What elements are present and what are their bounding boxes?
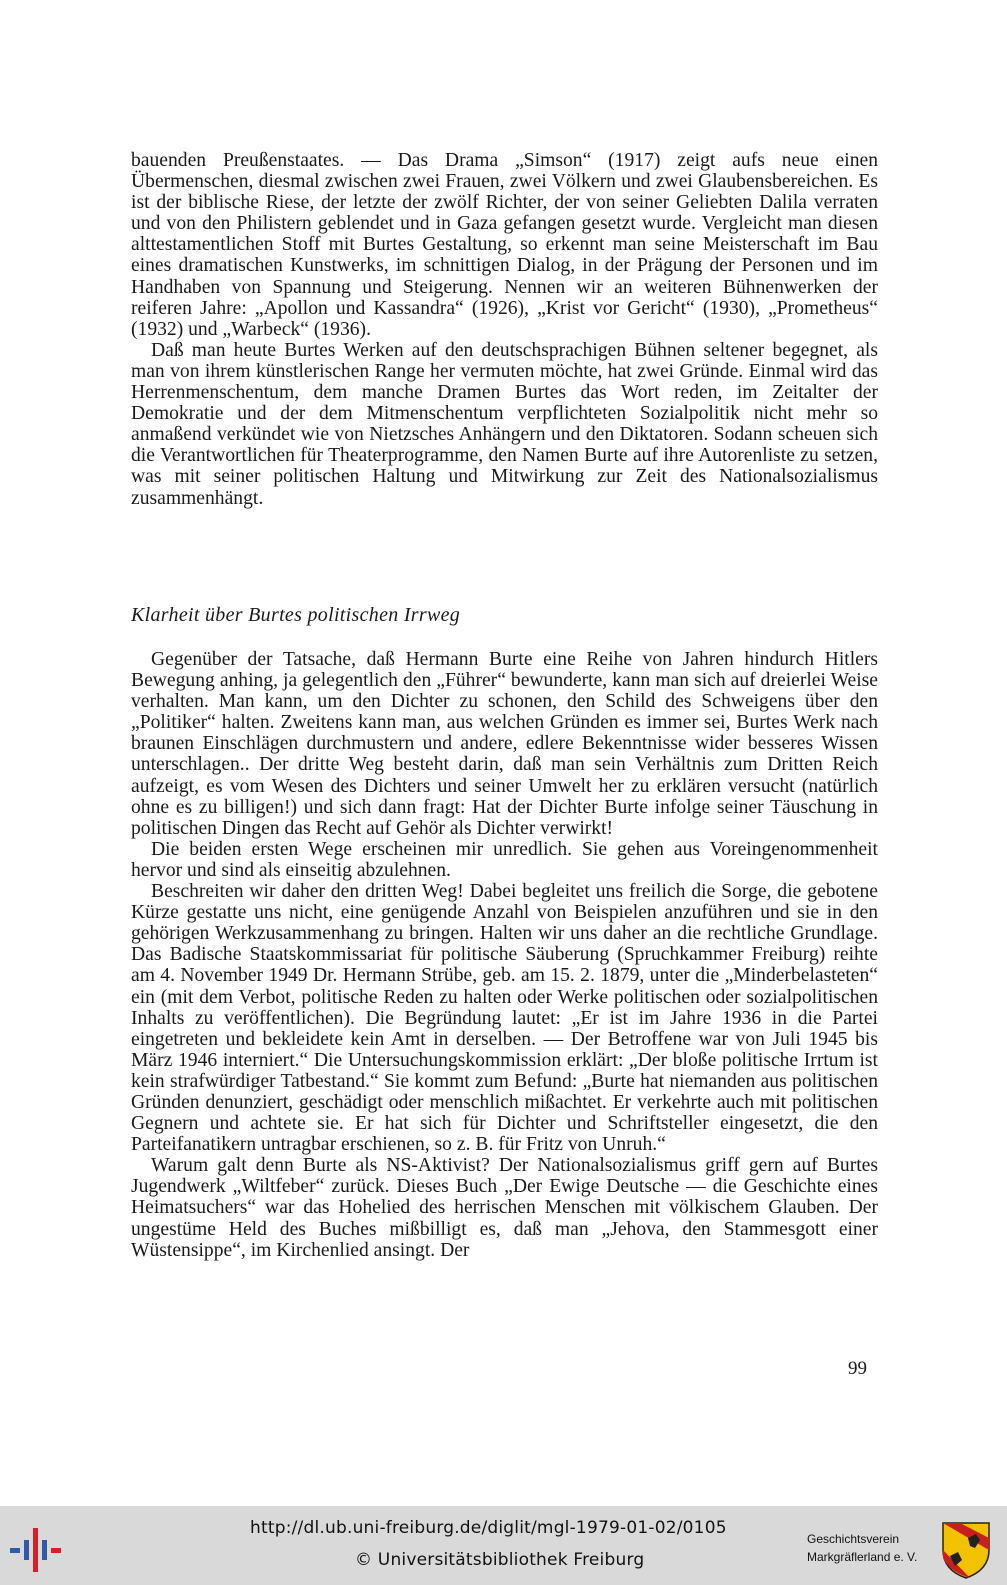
paragraph: Gegenüber der Tatsache, daß Hermann Burte eine Reihe von Jahren hindurch Hitlers Bewegung anhing, ja gelegentlich den „Führer“ bewunderte, kann man sich auf dreierlei Weise verhalten. Man kann, um den Dichter zu schonen, den Schild des Schweigens über den „Politiker“ halten. Zweitens kann man, aus welchen Gründen es immer sei, Burtes Werk nach braunen Einschlägen durchmustern und andere, edlere Bekenntnisse wider besseres Wissen unterschlagen.. Der dritte Weg besteht darin, daß man sein Verhältnis zum Dritten Reich aufzeigt, es vom Wesen des Dichters und seiner Umwelt her zu erklären versucht (natürlich ohne es zu billigen!) und sich dann fragt: Hat der Dichter Burte infolge seiner Täuschung in politischen Dingen das Recht auf Gehör als Dichter verwirkt!: [131, 649, 878, 839]
society-name-line2: Markgräflerland e. V.: [807, 1550, 918, 1564]
paragraph: bauenden Preußenstaates. — Das Drama „Simson“ (1917) zeigt aufs neue einen Übermenschen, diesmal zwischen zwei Frauen, zwei Völkern und zwei Glaubensbereichen. Es ist der biblische Riese, der letzte der zwölf Richter, der von seiner Geliebten Dalila verraten und von den Philistern geblendet und in Gaza gefangen gesetzt wurde. Vergleicht man diesen alttestamentlichen Stoff mit Burtes Gestaltung, so erkennt man seine Meisterschaft im Bau eines dramatischen Kunstwerks, im schnittigen Dialog, in der Prägung der Personen und im Handhaben von Spannung und Steigerung. Nennen wir an weiteren Bühnenwerken der reiferen Jahre: „Apollon und Kassandra“ (1926), „Krist vor Gericht“ (1930), „Prometheus“ (1932) und „Warbeck“ (1936).: [131, 150, 878, 340]
footer-bar: [0, 1506, 1007, 1585]
ub-freiburg-logo-icon[interactable]: [8, 1526, 66, 1574]
section-heading: Klarheit über Burtes politischen Irrweg: [131, 604, 461, 626]
paragraph: Die beiden ersten Wege erscheinen mir unredlich. Sie gehen aus Voreingenommenheit hervor und sind als einseitig abzulehnen.: [131, 838, 878, 881]
society-name-line1: Geschichtsverein: [807, 1532, 900, 1546]
coat-of-arms-icon[interactable]: [940, 1520, 992, 1580]
paragraph: Daß man heute Burtes Werken auf den deutschsprachigen Bühnen seltener begegnet, als man von ihrem künstlerischen Range her vermuten möchte, hat zwei Gründe. Einmal wird das Herrenmenschentum, dem manche Dramen Burtes das Wort reden, im Zeitalter der Demokratie und der dem Mitmenschentum verpflichteten Sozialpolitik nicht mehr so anmaßend verkündet wie von Nietzsches Anhängern und den Diktatoren. Sodann scheuen sich die Verantwortlichen für Theaterprogramme, den Namen Burte auf ihre Autorenliste zu setzen, was mit seiner politischen Haltung und Mitwirkung zur Zeit des Nationalsozialismus zusammenhängt.: [131, 339, 878, 509]
permalink-link[interactable]: http://dl.ub.uni-freiburg.de/diglit/mgl-1979-01-02/0105: [250, 1518, 727, 1538]
society-name: [807, 1530, 917, 1566]
paragraph: Warum galt denn Burte als NS-Aktivist? Der Nationalsozialismus griff gern auf Burtes Jugendwerk „Wiltfeber“ zurück. Dieses Buch „Der Ewige Deutsche — die Geschichte eines Heimatsuchers“ war das Hohelied des herrischen Menschen mit völkischem Glauben. Der ungestüme Held des Buches mißbilligt es, daß man „Jehova, den Stammesgott einer Wüstensippe“, im Kirchenlied ansingt. Der: [131, 1155, 878, 1261]
paragraph: Beschreiten wir daher den dritten Weg! Dabei begleitet uns freilich die Sorge, die gebotene Kürze gestatte uns nicht, eine genügende Anzahl von Beispielen anzuführen und sie in den gehörigen Werkzusammenhang zu bringen. Halten wir uns daher an die rechtliche Grundlage. Das Badische Staatskommissariat für politische Säuberung (Spruchkammer Freiburg) reihte am 4. November 1949 Dr. Hermann Strübe, geb. am 15. 2. 1879, unter die „Minderbelasteten“ ein (mit dem Verbot, politische Reden zu halten oder Werke politischen oder sozialpolitischen Inhalts zu veröffentlichen). Die Begründung lautet: „Er ist im Jahre 1936 in die Partei eingetreten und bekleidete kein Amt in derselben. — Der Betroffene war von Juli 1945 bis März 1946 interniert.“ Die Untersuchungskommission erklärt: „Der bloße politische Irrtum ist kein strafwürdiger Tatbestand.“ Sie kommt zum Befund: „Burte hat niemanden aus politischen Gründen denunziert, geschädigt oder menschlich mißachtet. Er verkehrte auch mit politischen Gegnern und achtete sie. Er hat sich für Dichter und Schriftsteller eingesetzt, die den Parteifanatikern untragbar erschienen, so z. B. für Fritz von Unruh.“: [131, 881, 878, 1156]
text-block-upper: [131, 150, 878, 509]
page-number: 99: [848, 1358, 867, 1379]
copyright-notice: © Universitätsbibliothek Freiburg: [355, 1550, 645, 1570]
text-block-lower: [131, 649, 878, 1261]
